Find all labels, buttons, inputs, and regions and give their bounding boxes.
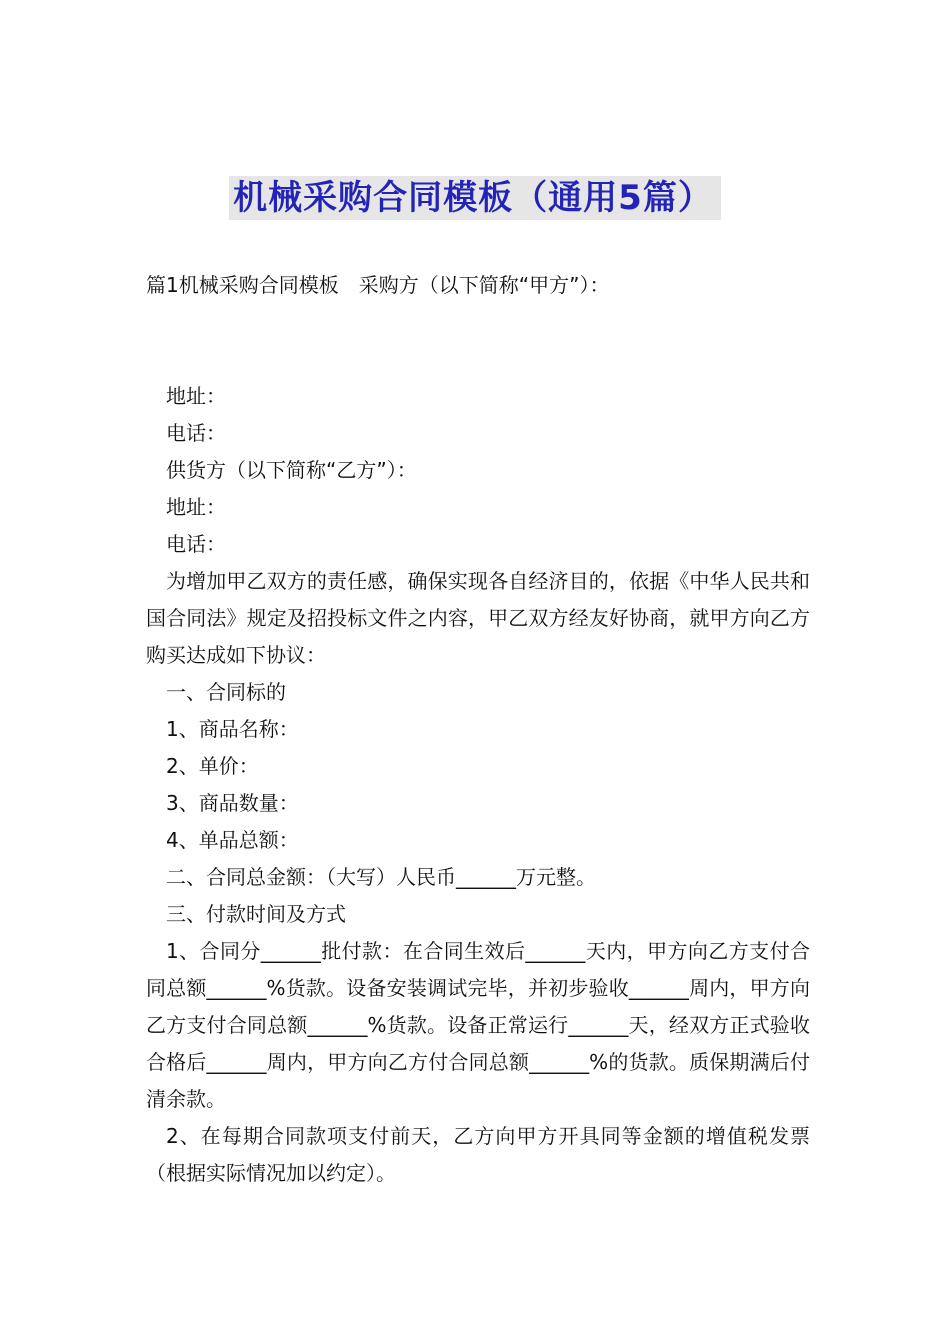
invoice-paragraph: 2、在每期合同款项支付前天，乙方向甲方开具同等金额的增值税发票（根据实际情况加以约定）。 — [146, 1124, 810, 1185]
list-item: 4、单品总额： — [166, 828, 299, 852]
title-container — [0, 176, 950, 220]
document-title: 机械采购合同模板（通用5篇） — [229, 176, 721, 220]
address-line: 地址： — [166, 384, 226, 408]
list-item: 2、单价： — [166, 754, 259, 778]
payment-paragraph: 1、合同分______批付款：在合同生效后______天内，甲方向乙方支付合同总额______%货款。设备安装调试完毕，并初步验收______周内，甲方向乙方支付合同总额______%货款。设备正常运行______天，经双方正式验收合格后______周内，甲方向乙方付合同总额______%的货款。质保期满后付清余款。 — [146, 939, 810, 1111]
list-item: 1、商品名称： — [166, 717, 299, 741]
phone-line: 电话： — [166, 532, 226, 556]
phone-line: 电话： — [166, 421, 226, 445]
intro-paragraph: 为增加甲乙双方的责任感，确保实现各自经济目的，依据《中华人民共和国合同法》规定及招投标文件之内容，甲乙双方经友好协商，就甲方向乙方购买达成如下协议： — [146, 569, 810, 667]
supplier-line: 供货方（以下简称“乙方”）： — [166, 458, 417, 482]
section-title: 三、付款时间及方式 — [166, 902, 346, 926]
contract-total-line: 二、合同总金额：（大写）人民币______万元整。 — [166, 865, 596, 889]
list-item: 3、商品数量： — [166, 791, 299, 815]
address-line: 地址： — [166, 495, 226, 519]
section-heading: 篇1机械采购合同模板 采购方（以下简称“甲方”）： — [146, 273, 610, 297]
document-body — [146, 378, 810, 1192]
section-title: 一、合同标的 — [166, 680, 286, 704]
